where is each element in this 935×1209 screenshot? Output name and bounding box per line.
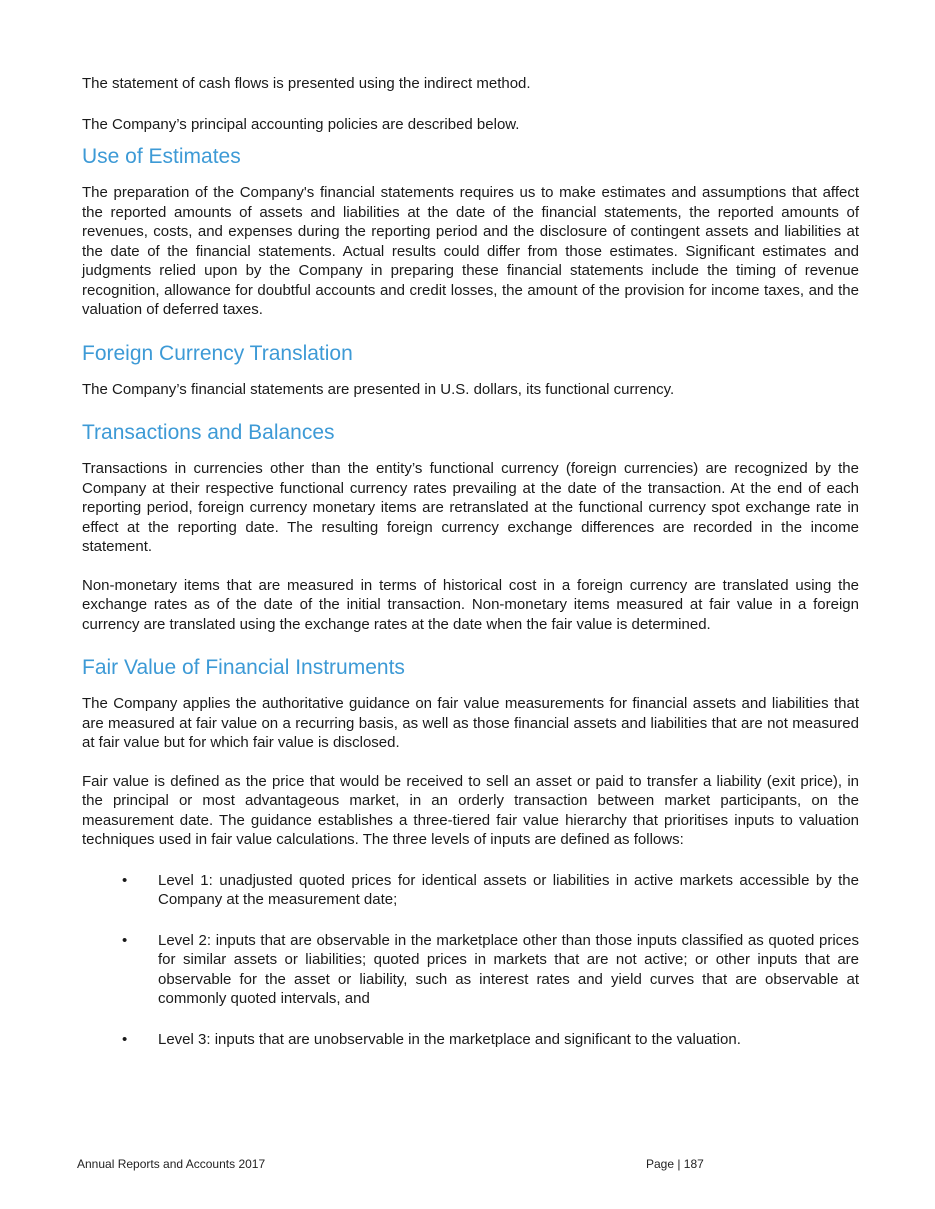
document-body [82, 74, 859, 1070]
footer-report-title: Annual Reports and Accounts 2017 [77, 1157, 266, 1171]
section-heading-fair-value: Fair Value of Financial Instruments [82, 656, 405, 679]
foreign-currency-paragraph: The Company’s financial statements are presented in U.S. dollars, its functional currency. [82, 380, 675, 398]
bullet-glyph: • [122, 1030, 128, 1048]
section-use-of-estimates [82, 144, 859, 320]
level-1-text: Level 1: unadjusted quoted prices for identical assets or liabilities in active markets accessible by the Company at the measurement date; [158, 871, 859, 908]
section-foreign-currency [82, 341, 859, 400]
list-item-level-1 [82, 871, 859, 910]
section-heading-foreign-currency: Foreign Currency Translation [82, 341, 353, 365]
bullet-glyph: • [122, 931, 128, 949]
footer-page-number: Page | 187 [646, 1157, 704, 1171]
level-3-text: Level 3: inputs that are unobservable in the marketplace and significant to the valuation. [158, 1030, 741, 1048]
transactions-paragraph-2: Non-monetary items that are measured in terms of historical cost in a foreign currency are translated using the exchange rates as of the date of the initial transaction. Non-monetary items measured at fair value in a foreign currency are translated using the exchange rates at the date when the fair value is determined. [82, 576, 859, 633]
fair-value-levels-list [82, 871, 859, 1050]
section-fair-value [82, 655, 859, 1049]
list-item-level-2 [82, 931, 859, 1009]
section-heading-transactions: Transactions and Balances [82, 421, 335, 444]
fair-value-paragraph-2: Fair value is defined as the price that would be received to sell an asset or paid to transfer a liability (exit price), in the principal or most advantageous market, in an orderly transaction between market participants, on the measurement date. The guidance establishes a three-tiered fair value hierarchy that prioritises inputs to valuation techniques used in fair value calculations. The three levels of inputs are defined as follows: [82, 772, 859, 848]
section-transactions-balances [82, 420, 859, 634]
intro-line-policies: The Company’s principal accounting policies are described below. [82, 115, 520, 133]
estimates-paragraph: The preparation of the Company's financial statements requires us to make estimates and assumptions that affect the reported amounts of assets and liabilities at the date of the financial statements, the reported amounts of revenues, costs, and expenses during the reporting period and the disclosure of contingent assets and liabilities at the date of the financial statements. Actual results could differ from those estimates. Significant estimates and judgments relied upon by the Company in preparing these financial statements include the timing of revenue recognition, allowance for doubtful accounts and credit losses, the amount of the provision for income taxes, and the valuation of deferred taxes. [82, 184, 859, 318]
intro-line-cash-flows: The statement of cash flows is presented using the indirect method. [82, 75, 531, 92]
fair-value-paragraph-1: The Company applies the authoritative guidance on fair value measurements for financial assets and liabilities that are measured at fair value on a recurring basis, as well as those financial assets and liabilities that are not measured at fair value but for which fair value is disclosed. [82, 695, 859, 751]
bullet-glyph: • [122, 871, 128, 889]
transactions-paragraph-1: Transactions in currencies other than the entity’s functional currency (foreign currencies) are recognized by the Company at their respective functional currency rates prevailing at the date of the transaction. At the end of each reporting period, foreign currency monetary items are retranslated at the functional currency spot exchange rate in effect at the reporting date. The resulting foreign currency exchange differences are recorded in the income statement. [82, 460, 859, 555]
section-heading-estimates: Use of Estimates [82, 145, 241, 168]
list-item-level-3 [82, 1030, 859, 1050]
level-2-text: Level 2: inputs that are observable in the marketplace other than those inputs classified as quoted prices for similar assets or liabilities; quoted prices in markets that are not active; or other inputs that are observable for the asset or liability, such as interest rates and yield curves that are observable at commonly quoted intervals, and [158, 931, 859, 1007]
